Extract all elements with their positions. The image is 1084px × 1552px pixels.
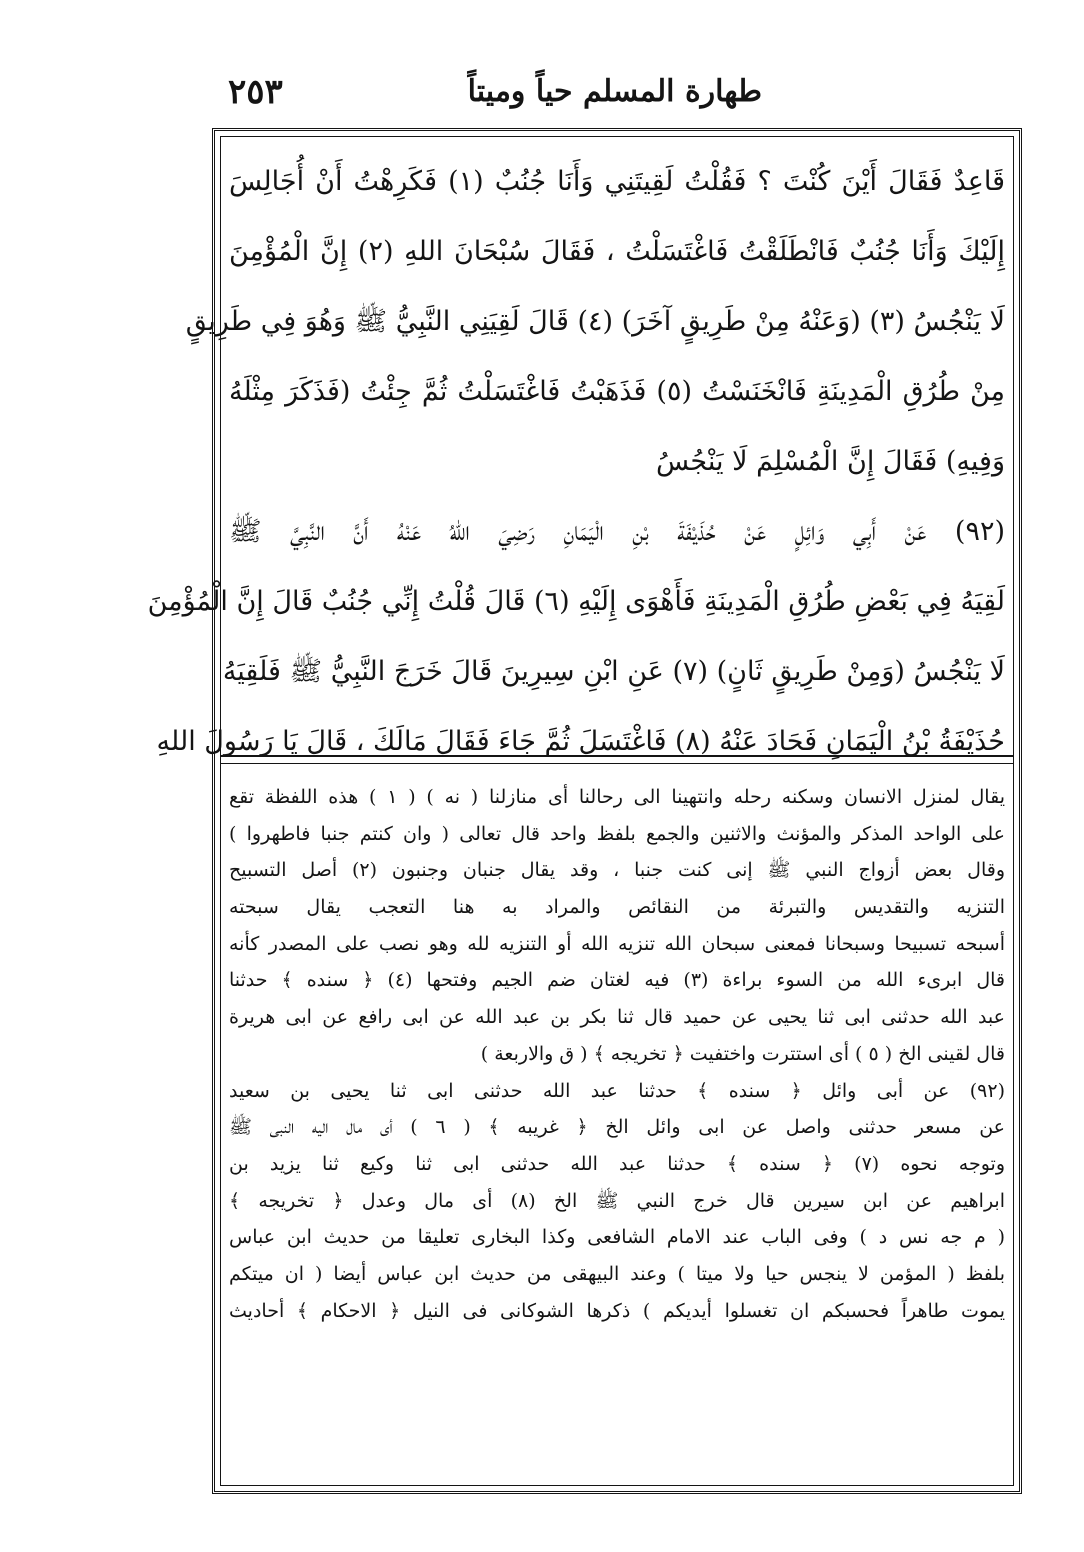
main-text-line: قَاعِدٌ فَقَالَ أَيْنَ كُنْتَ ؟ فَقُلْتُ لَقِيتَنِي وَأَنَا جُنُبٌ (١) فَكَرِهْتُ أَنْ أُجَالِسَ [229,166,1005,197]
footnote-line: ابراهيم عن ابن سيرين قال خرج النبي ﷺ الخ (٨) أى مال وعدل ﴿ تخريجه ﴾ [229,1189,1006,1212]
page-header [212,66,1032,128]
footnotes [229,779,1005,1329]
footnote-line: عبد الله حدثنى ابى ثنا يحيى عن حميد قال ثنا بكر بن عبد الله عن ابى رافع عن ابى هريرة [229,1006,1005,1029]
footnote-line: أسبحه تسبيحا وسبحانا فمعنى سبحان الله تنزيه الله أو التنزيه لله وهو نصب على المصدر كأنه [229,932,1005,955]
footnote-line: يقال لمنزل الانسان وسكنه رحله وانتهينا الى رحالنا أى منازلنا ( نه ) ( ١ ) هذه اللفظة تقع [229,786,1005,808]
main-text-line: وَفِيهِ) فَقَالَ إِنَّ الْمُسْلِمَ لَا يَنْجُسُ [656,446,1005,477]
page-frame [147,128,1022,1494]
footnote-line: عن مسعر حدثنى واصل عن ابى وائل الخ ﴿ غريبه ﴾ ( ٦ ) أى مال اليه النبى ﷺ [229,1116,1005,1139]
footnote-line: يموت طاهراً فحسبكم ان تغسلوا أيديكم ) ذكرها الشوكانى فى النيل ﴿ الاحكام ﴾ أحاديث [229,1299,1005,1322]
running-title: طهارة المسلم حياً وميتاً [467,74,762,109]
footnote-line: على الواحد المذكر والمؤنث والاثنين والجمع بلفظ واحد قال تعالى ( وان كنتم جنبا فاطهروا ) [229,822,1005,845]
footnote-line: ( م جه نس د ) وفى الباب عند الامام الشافعى وكذا البخارى تعليقا من حديث ابن عباس [229,1226,1005,1249]
footnote-line: (٩٢) عن أبى وائل ﴿ سنده ﴾ حدثنا عبد الله حدثنى ابى ثنا يحيى بن سعيد [229,1079,1005,1102]
main-text-line: لَقِيَهُ فِي بَعْضِ طُرُقِ الْمَدِينَةِ فَأَهْوَى إِلَيْهِ (٦) قَالَ قُلْتُ إِنِّي جُنُبٌ قَالَ إِنَّ الْمُؤْمِنَ [147,586,1005,617]
footnote-line: قال لقينى الخ ( ٥ ) أى استترت واختفيت ﴿ تخريجه ﴾ ( ق والاربعة ) [480,1042,1005,1065]
main-text-line: مِنْ طُرُقِ الْمَدِينَةِ فَانْخَنَسْتُ (٥) فَذَهَبْتُ فَاغْتَسَلْتُ ثُمَّ جِئْتُ (فَذَكَرَ مِثْلَهُ [229,376,1006,407]
footnote-divider [221,755,1013,764]
main-text-line: حُذَيْفَةُ بْنُ الْيَمَانِ فَحَادَ عَنْهُ (٨) فَاغْتَسَلَ ثُمَّ جَاءَ فَقَالَ مَالَكَ ، قَالَ يَا رَسُولَ اللهِ [156,726,1005,757]
footnote-line: التنزيه والتقديس والتبرئة من النقائص والمراد به هنا التعجب يقال سبحته [229,896,1005,919]
footnote-line: قال ابرىء الله من السوء براءة (٣) فيه لغتان ضم الجيم وفتحها (٤) ﴿ سنده ﴾ حدثنا [229,969,1006,992]
footnote-line: وتوجه نحوه (٧) ﴿ سنده ﴾ حدثنا عبد الله حدثنى ابى ثنا وكيع ثنا يزيد بن [229,1152,1005,1175]
page-number: ٢٥٣ [228,72,283,112]
main-text-line: (٩٢) عَنْ أَبِي وَائِلٍ عَنْ حُذَيْفَةَ بْنِ الْيَمَانِ رَضِيَ اللهُ عَنْهُ أَنَّ النَّبِيَّ ﷺ [229,516,1006,547]
main-text-line: لَا يَنْجُسُ (٣) (وَعَنْهُ مِنْ طَرِيقٍ آخَرَ) (٤) قَالَ لَقِيَنِي النَّبِيُّ ﷺ وَهُوَ فِي طَرِيقٍ [185,306,1005,337]
main-text-line: إِلَيْكَ وَأَنَا جُنُبٌ فَانْطَلَقْتُ فَاغْتَسَلْتُ ، فَقَالَ سُبْحَانَ اللهِ (٢) إِنَّ الْمُؤْمِنَ [229,236,1005,267]
footnote-line: وقال بعض أزواج النبي ﷺ إنى كنت جنبا ، وقد يقال جنبان وجنبون (٢) أصل التسبيح [229,859,1005,882]
footnote-line: بلفظ ( المؤمن لا ينجس حيا ولا ميتا ) وعند البيهقى من حديث ابن عباس أيضا ( ان ميتكم [229,1262,1005,1285]
main-text [147,147,1006,777]
main-text-line: لَا يَنْجُسُ (وَمِنْ طَرِيقٍ ثَانٍ) (٧) عَنِ ابْنِ سِيرِينَ قَالَ خَرَجَ النَّبِيُّ ﷺ فَلَقِيَهُ [222,656,1005,687]
